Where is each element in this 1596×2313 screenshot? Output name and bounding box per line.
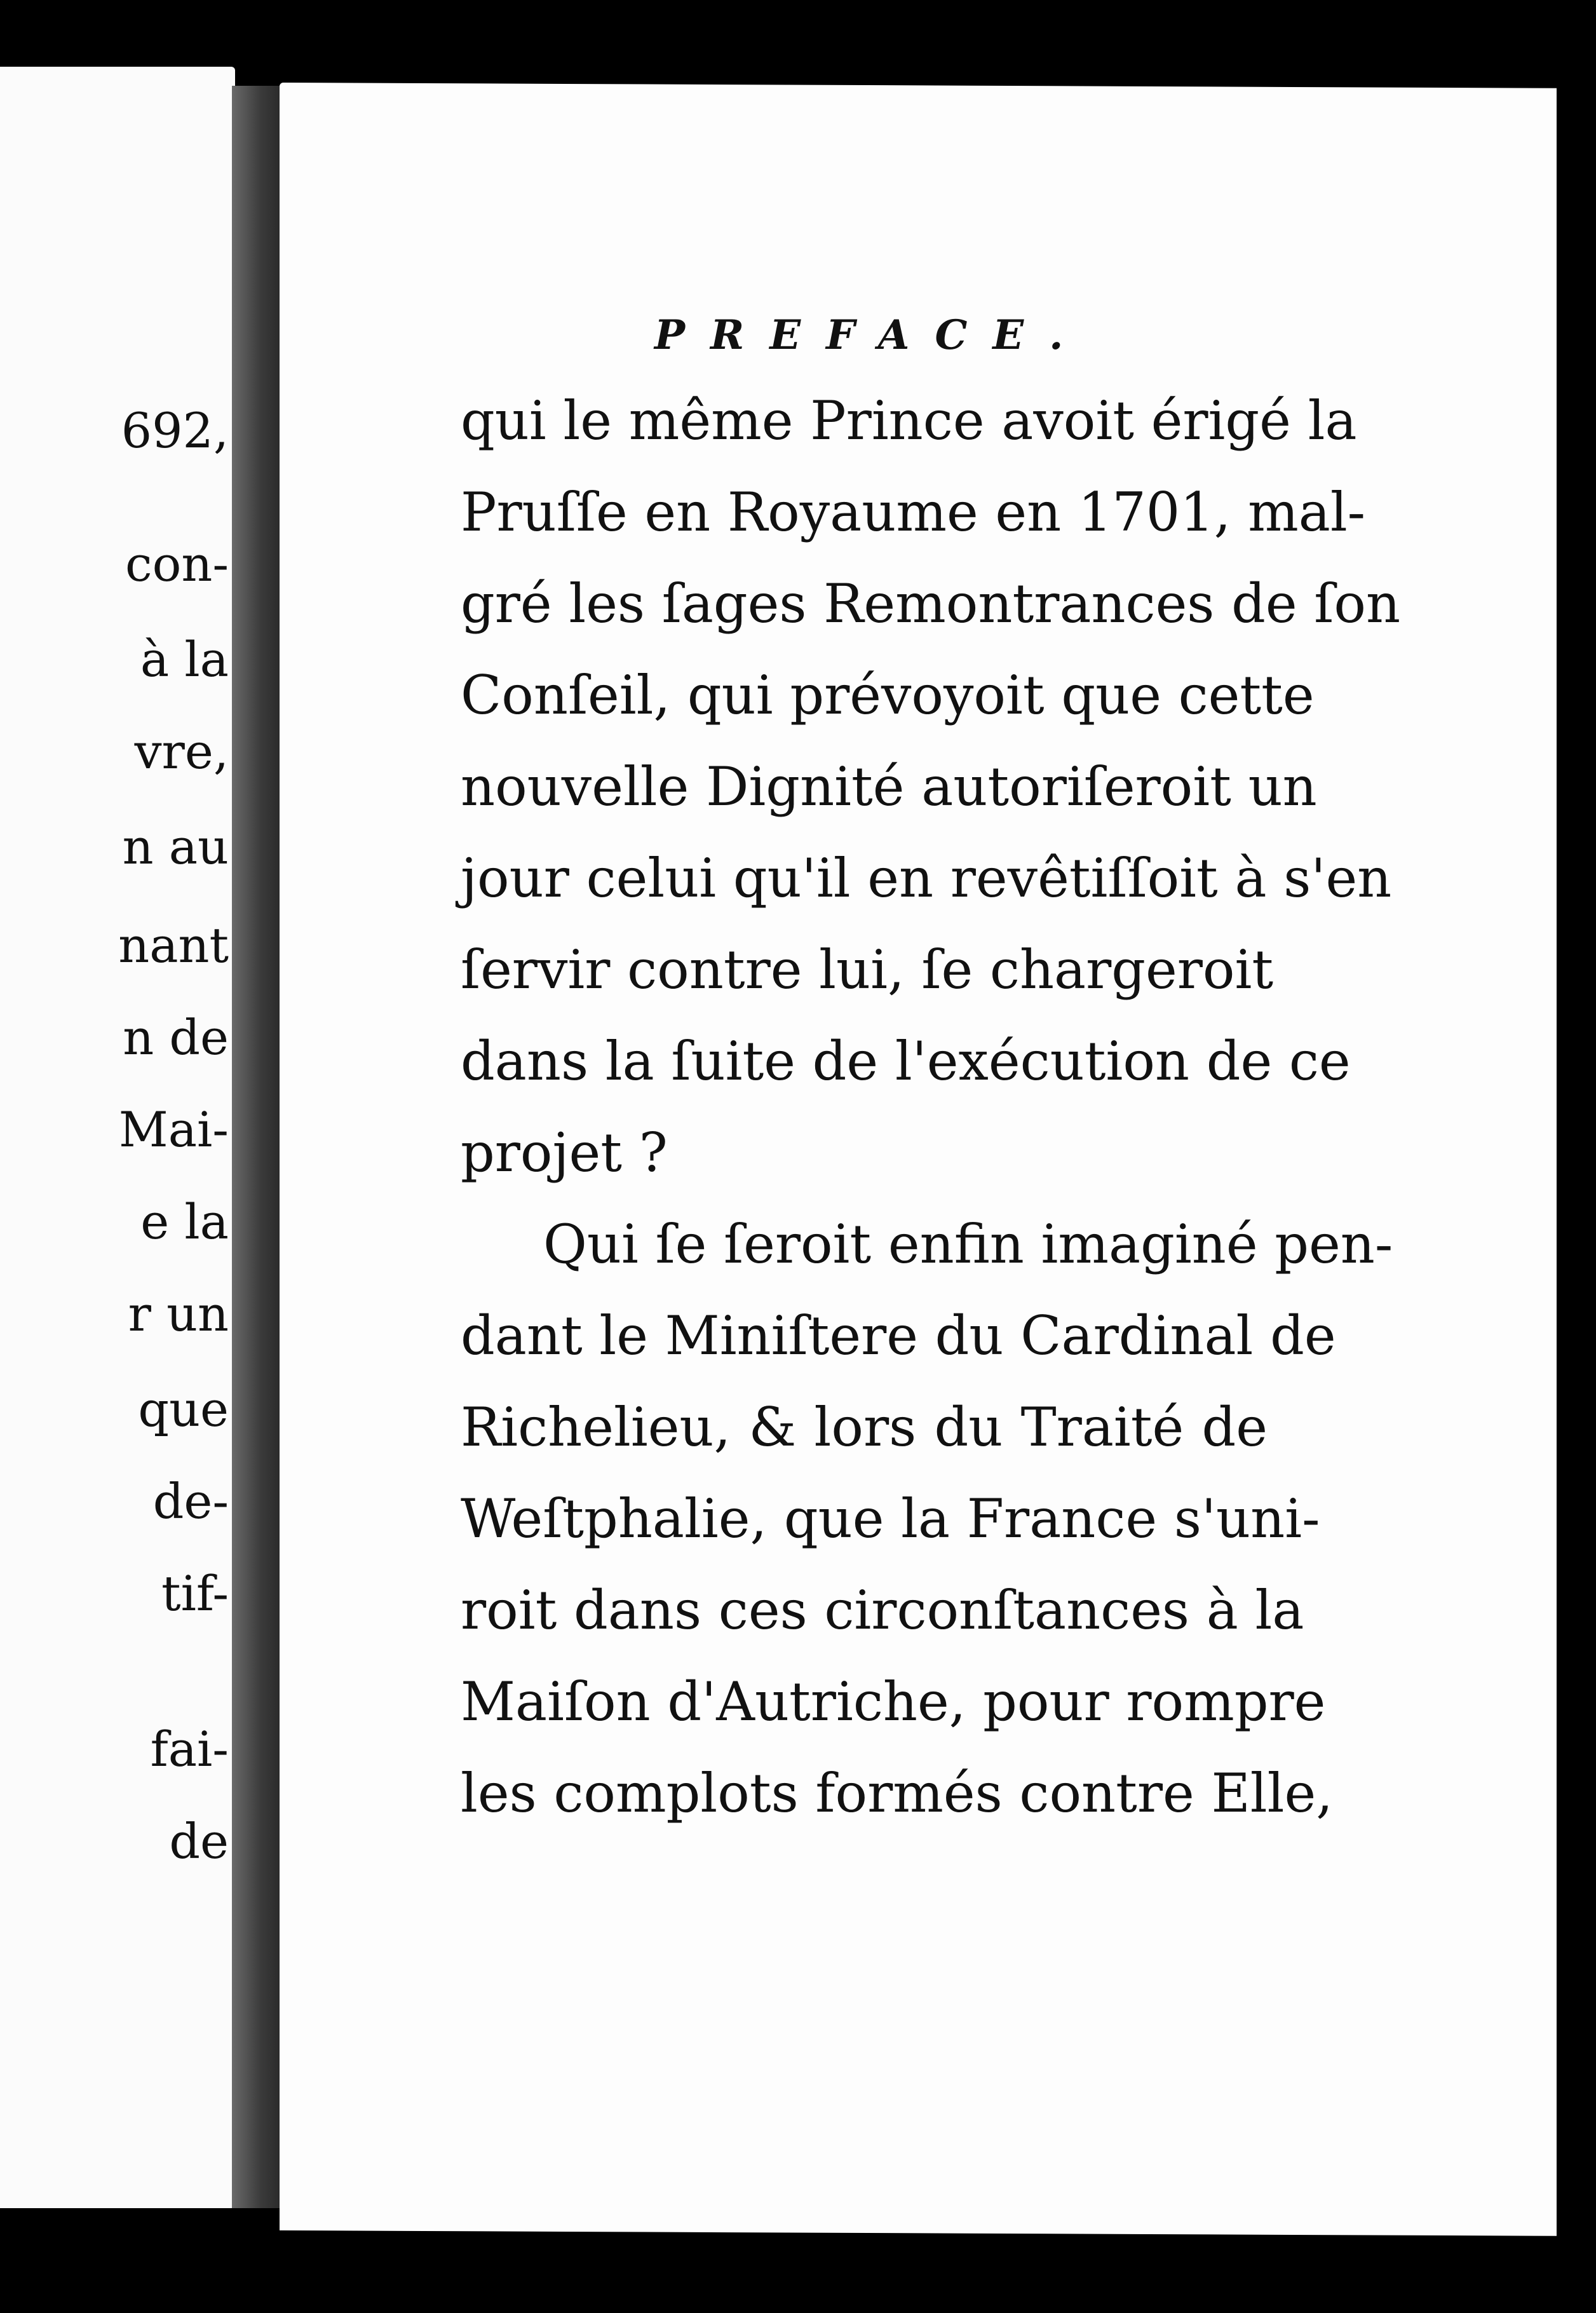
left-page-line: n de	[123, 1009, 229, 1066]
text-line: Richelieu, & lors du Traité de	[461, 1396, 1268, 1458]
running-head: PREFACE.	[654, 311, 1089, 359]
left-page-line: que	[138, 1381, 229, 1437]
text-line: Maiſon d'Autriche, pour rompre	[461, 1671, 1326, 1733]
text-line: Weſtphalie, que la France s'uni-	[461, 1488, 1320, 1550]
text-line: dans la ſuite de l'exécution de ce	[461, 1030, 1351, 1092]
text-line: les complots formés contre Elle,	[461, 1762, 1333, 1824]
text-line: projet ?	[461, 1122, 668, 1184]
left-page	[0, 67, 235, 2208]
left-page-line: e la	[140, 1193, 229, 1250]
text-line: Pruſſe en Royaume en 1701, mal-	[461, 481, 1366, 543]
left-page-line: con-	[125, 536, 229, 592]
text-line: nouvelle Dignité autoriſeroit un	[461, 756, 1317, 818]
left-page-line: r un	[128, 1285, 229, 1342]
text-line: roit dans ces circonſtances à la	[461, 1579, 1304, 1641]
text-line: gré les ſages Remontrances de ſon	[461, 573, 1401, 635]
text-line: qui le même Prince avoit érigé la	[461, 390, 1357, 452]
text-line: jour celui qu'il en revêtiſſoit à s'en	[461, 847, 1392, 909]
left-page-line: de-	[152, 1473, 229, 1530]
text-line: ſervir contre lui, ſe chargeroit	[461, 939, 1274, 1001]
left-page-line: tif-	[161, 1565, 229, 1622]
text-line: Qui ſe ſeroit enfin imaginé pen-	[543, 1213, 1393, 1275]
left-page-line: vre,	[134, 723, 229, 780]
left-page-line: à la	[140, 631, 229, 688]
left-page-line: nant	[118, 917, 229, 973]
left-page-line: de	[169, 1813, 229, 1869]
left-page-line: Mai-	[118, 1101, 229, 1158]
body-text	[461, 375, 1401, 1839]
text-line: Conſeil, qui prévoyoit que cette	[461, 664, 1315, 726]
text-line: dant le Miniſtere du Cardinal de	[461, 1305, 1336, 1367]
left-page-line: n au	[122, 818, 229, 875]
left-page-line: fai-	[150, 1721, 229, 1777]
left-page-line: 692,	[121, 402, 229, 459]
